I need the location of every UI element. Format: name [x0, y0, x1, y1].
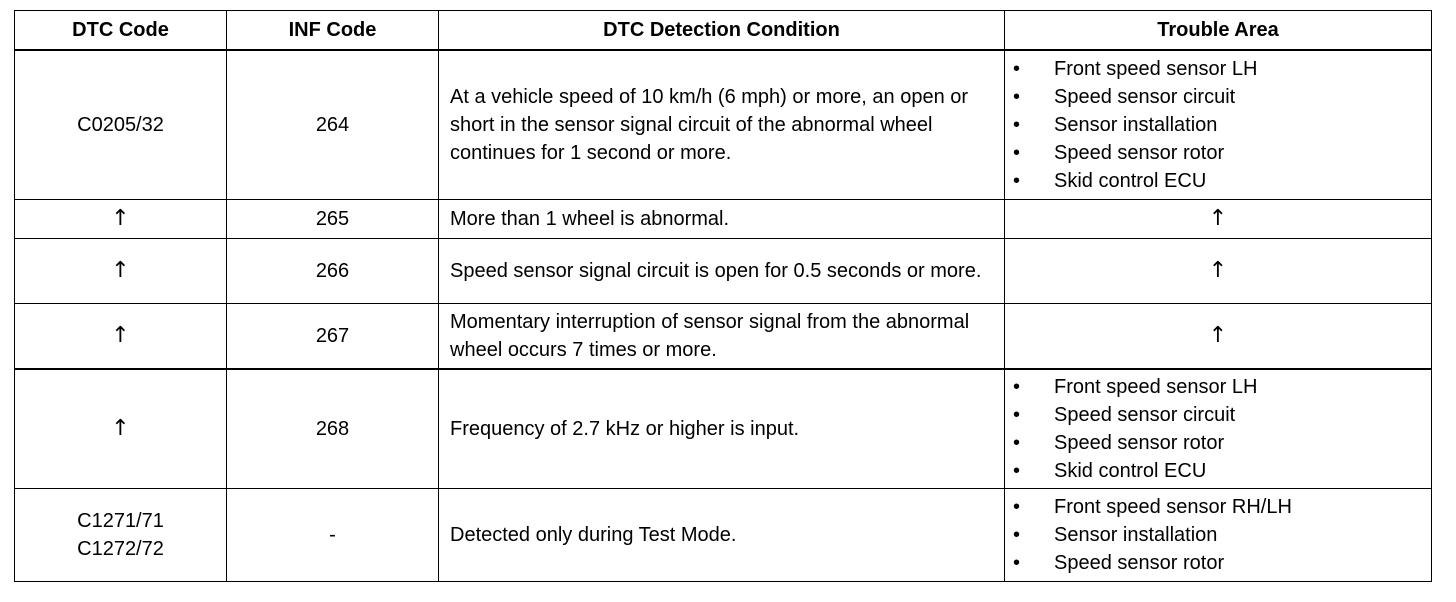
trouble-area-list: [1013, 493, 1431, 577]
inf-code-cell: -: [227, 489, 439, 582]
trouble-area-cell: [1005, 304, 1432, 370]
header-inf-code: INF Code: [227, 11, 439, 51]
trouble-area-cell: [1005, 489, 1432, 582]
trouble-area-cell: [1005, 50, 1432, 200]
header-dtc-code: DTC Code: [15, 11, 227, 51]
bullet-icon: •: [1013, 58, 1021, 80]
bullet-icon: •: [1013, 404, 1021, 426]
list-item: [1013, 493, 1431, 521]
trouble-area-list: [1013, 55, 1431, 195]
bullet-icon: •: [1013, 376, 1021, 398]
trouble-area-cell: [1005, 200, 1432, 239]
list-item: [1013, 401, 1431, 429]
trouble-item-text: Speed sensor rotor: [1054, 432, 1225, 454]
trouble-item-text: Front speed sensor LH: [1054, 58, 1258, 80]
list-item: [1013, 549, 1431, 577]
dtc-code-cell: [15, 200, 227, 239]
table-row: [15, 369, 1432, 489]
bullet-icon: •: [1013, 496, 1021, 518]
inf-code-cell: 265: [227, 200, 439, 239]
same-as-above-arrow-icon: ↑: [111, 323, 130, 348]
dtc-code-cell: [15, 239, 227, 304]
dtc-code: C1271/71: [77, 510, 164, 532]
same-as-above-arrow-icon: ↑: [1208, 323, 1228, 348]
inf-code-cell: 267: [227, 304, 439, 370]
list-item: [1013, 55, 1431, 83]
same-as-above-arrow-icon: ↑: [111, 206, 130, 231]
trouble-item-text: Speed sensor circuit: [1054, 86, 1236, 108]
list-item: [1013, 429, 1431, 457]
bullet-icon: •: [1013, 86, 1021, 108]
header-detection-condition: DTC Detection Condition: [439, 11, 1005, 51]
list-item: [1013, 521, 1431, 549]
detection-condition-cell: At a vehicle speed of 10 km/h (6 mph) or more, an open or short in the sensor signal circuit of the abnormal wheel continues for 1 second or more.: [439, 50, 1005, 200]
trouble-item-text: Front speed sensor RH/LH: [1054, 496, 1292, 518]
dtc-code: C1272/72: [77, 538, 164, 560]
trouble-item-text: Speed sensor circuit: [1054, 404, 1236, 426]
trouble-area-cell: [1005, 369, 1432, 489]
bullet-icon: •: [1013, 524, 1021, 546]
trouble-item-text: Front speed sensor LH: [1054, 376, 1258, 398]
same-as-above-arrow-icon: ↑: [111, 258, 130, 283]
dtc-code: C0205/32: [77, 114, 164, 136]
inf-code-cell: 268: [227, 369, 439, 489]
dtc-code-cell: [15, 489, 227, 582]
list-item: [1013, 373, 1431, 401]
table-row: [15, 50, 1432, 200]
same-as-above-arrow-icon: ↑: [111, 416, 130, 441]
dtc-code-cell: [15, 50, 227, 200]
dtc-code-cell: [15, 304, 227, 370]
detection-condition-cell: Frequency of 2.7 kHz or higher is input.: [439, 369, 1005, 489]
inf-code-cell: 266: [227, 239, 439, 304]
same-as-above-arrow-icon: ↑: [1208, 206, 1228, 231]
trouble-item-text: Speed sensor rotor: [1054, 142, 1225, 164]
trouble-item-text: Speed sensor rotor: [1054, 552, 1225, 574]
same-as-above-arrow-icon: ↑: [1208, 258, 1228, 283]
bullet-icon: •: [1013, 432, 1021, 454]
list-item: [1013, 457, 1431, 485]
detection-condition-cell: Speed sensor signal circuit is open for 0.5 seconds or more.: [439, 239, 1005, 304]
trouble-item-text: Skid control ECU: [1054, 170, 1207, 192]
table-row: [15, 239, 1432, 304]
trouble-item-text: Sensor installation: [1054, 524, 1218, 546]
trouble-item-text: Skid control ECU: [1054, 460, 1207, 482]
bullet-icon: •: [1013, 142, 1021, 164]
inf-code-cell: 264: [227, 50, 439, 200]
list-item: [1013, 139, 1431, 167]
header-row: [15, 11, 1432, 51]
list-item: [1013, 83, 1431, 111]
header-trouble-area: Trouble Area: [1005, 11, 1432, 51]
dtc-code-cell: [15, 369, 227, 489]
table-row: [15, 304, 1432, 370]
list-item: [1013, 167, 1431, 195]
bullet-icon: •: [1013, 114, 1021, 136]
trouble-item-text: Sensor installation: [1054, 114, 1218, 136]
dtc-table-container: [14, 10, 1432, 582]
bullet-icon: •: [1013, 170, 1021, 192]
table-row: [15, 200, 1432, 239]
detection-condition-cell: Detected only during Test Mode.: [439, 489, 1005, 582]
dtc-table: [14, 10, 1432, 582]
detection-condition-cell: More than 1 wheel is abnormal.: [439, 200, 1005, 239]
trouble-area-cell: [1005, 239, 1432, 304]
table-row: [15, 489, 1432, 582]
bullet-icon: •: [1013, 460, 1021, 482]
trouble-area-list: [1013, 373, 1431, 485]
bullet-icon: •: [1013, 552, 1021, 574]
detection-condition-cell: Momentary interruption of sensor signal from the abnormal wheel occurs 7 times or more.: [439, 304, 1005, 370]
list-item: [1013, 111, 1431, 139]
